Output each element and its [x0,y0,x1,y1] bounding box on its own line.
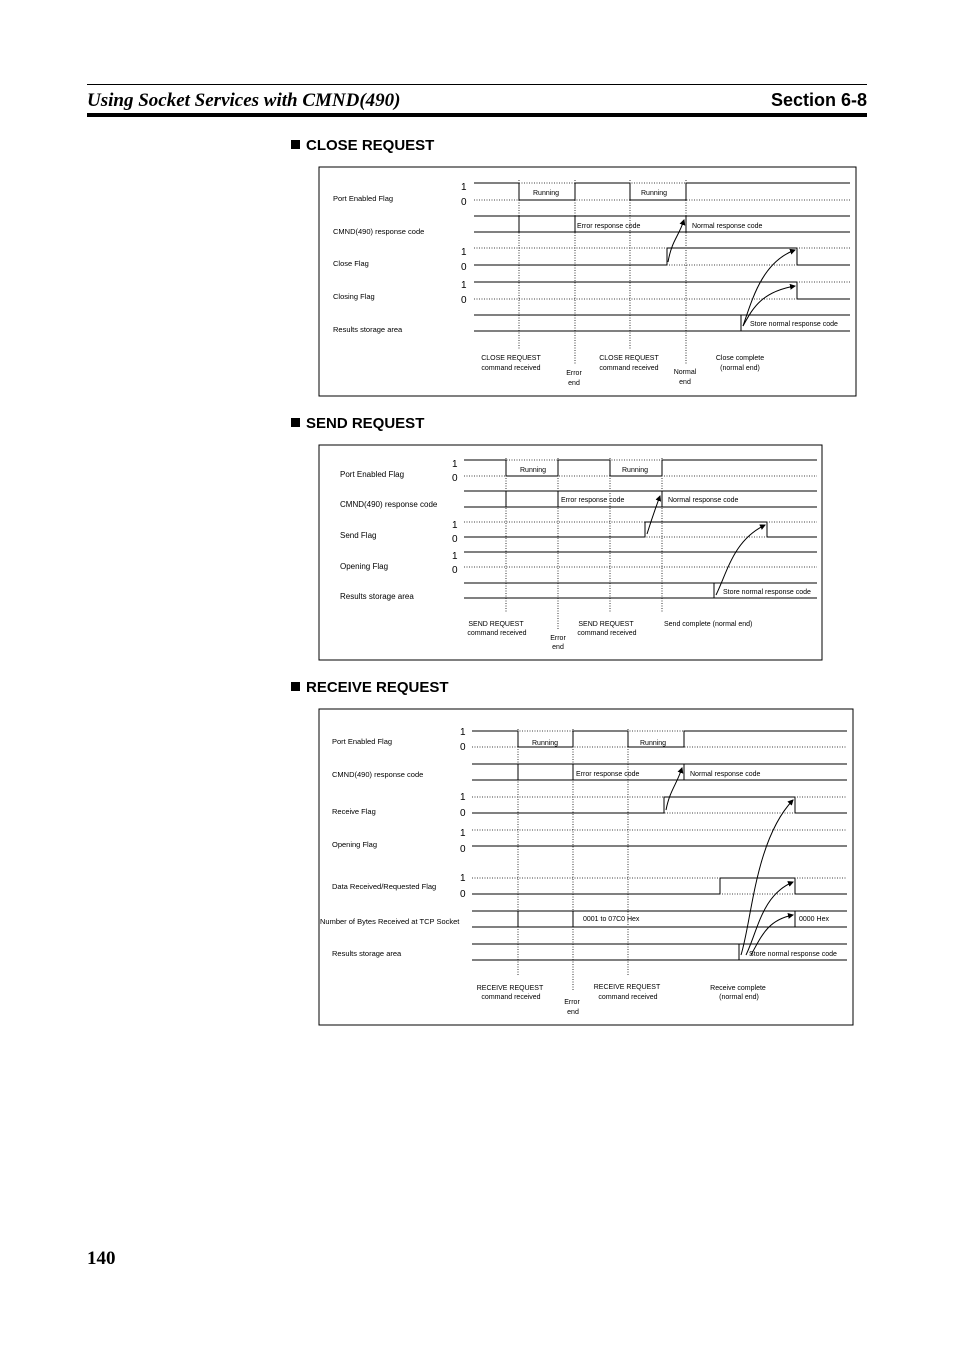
send-label-results-area: Results storage area [340,592,414,601]
svg-text:1: 1 [460,873,466,884]
svg-text:RECEIVE REQUEST: RECEIVE REQUEST [593,984,661,991]
receive-label-receive-flag: Receive Flag [332,807,376,816]
svg-text:1: 1 [460,828,466,839]
receive-request-diagram [319,709,853,1025]
close-store-code: Store normal response code [750,321,838,328]
send-label-send-flag: Send Flag [340,531,377,540]
send-error-code: Error response code [561,497,625,504]
send-normal-code: Normal response code [668,497,739,504]
receive-label-results-area: Results storage area [332,949,402,958]
svg-text:command received: command received [599,365,659,372]
send-request-diagram [319,445,822,660]
svg-text:1: 1 [452,520,458,531]
svg-text:0: 0 [452,534,458,545]
page-header-section: Section 6-8 [770,90,867,110]
receive-running-1: Running [532,740,559,747]
close-label-close-flag: Close Flag [333,259,369,268]
svg-text:1: 1 [461,182,467,193]
close-label-port-enabled: Port Enabled Flag [333,194,394,203]
send-store-code: Store normal response code [723,589,811,596]
svg-text:0: 0 [460,742,466,753]
svg-text:Error: Error [564,999,580,1006]
receive-error-code: Error response code [576,771,640,778]
receive-label-response-code: CMND(490) response code [332,770,424,779]
svg-text:Error: Error [566,370,582,377]
svg-text:SEND REQUEST: SEND REQUEST [578,621,634,628]
svg-text:command received: command received [467,630,527,637]
send-complete-label: Send complete (normal end) [664,621,753,628]
svg-text:Normal: Normal [673,369,697,376]
svg-text:(normal end): (normal end) [719,994,759,1001]
receive-label-opening-flag: Opening Flag [332,840,378,849]
close-label-response-code: CMND(490) response code [333,227,425,236]
close-label-closing-flag: Closing Flag [333,292,375,301]
svg-text:Receive complete: Receive complete [710,985,766,992]
svg-text:CLOSE REQUEST: CLOSE REQUEST [599,355,659,362]
svg-text:1: 1 [452,551,458,562]
svg-text:0: 0 [461,197,467,208]
send-label-port-enabled: Port Enabled Flag [340,470,405,479]
svg-text:end: end [568,380,580,387]
receive-bytes-zero: 0000 Hex [799,916,829,923]
svg-text:0: 0 [452,565,458,576]
svg-text:command received: command received [577,630,637,637]
svg-text:Close complete: Close complete [715,355,765,362]
svg-text:end: end [679,379,691,386]
svg-text:0: 0 [460,889,466,900]
receive-running-2: Running [640,740,667,747]
svg-text:end: end [567,1009,579,1016]
svg-text:command received: command received [481,365,541,372]
svg-text:SEND REQUEST: SEND REQUEST [468,621,524,628]
svg-text:RECEIVE REQUEST: RECEIVE REQUEST [476,985,544,992]
send-label-response-code: CMND(490) response code [340,500,438,509]
send-running-1: Running [520,467,547,474]
svg-text:CLOSE REQUEST: CLOSE REQUEST [481,355,541,362]
svg-text:Error: Error [550,635,566,642]
svg-text:1: 1 [452,459,458,470]
page-number: 140 [87,1248,116,1269]
send-request-heading: SEND REQUEST [291,415,424,432]
svg-text:0: 0 [461,295,467,306]
close-running-2: Running [641,190,668,197]
close-error-code: Error response code [577,223,641,230]
close-label-results-area: Results storage area [333,325,403,334]
receive-label-port-enabled: Port Enabled Flag [332,737,393,746]
receive-label-data-received-flag: Data Received/Requested Flag [332,882,437,891]
svg-text:1: 1 [461,280,467,291]
svg-text:0: 0 [452,473,458,484]
receive-normal-code: Normal response code [690,771,761,778]
close-running-1: Running [533,190,560,197]
receive-request-heading: RECEIVE REQUEST [291,679,449,696]
close-request-heading: CLOSE REQUEST [291,137,434,154]
svg-text:0: 0 [461,262,467,273]
svg-text:(normal end): (normal end) [720,365,760,372]
svg-text:0: 0 [460,808,466,819]
svg-text:1: 1 [460,727,466,738]
svg-text:0: 0 [460,844,466,855]
page-header-title: Using Socket Services with CMND(490) [87,90,401,111]
receive-label-bytes-received: Number of Bytes Received at TCP Socket [320,917,460,926]
send-running-2: Running [622,467,649,474]
svg-text:1: 1 [460,792,466,803]
receive-bytes-range: 0001 to 07C0 Hex [583,916,640,923]
svg-text:command received: command received [598,994,658,1001]
svg-text:command received: command received [481,994,541,1001]
close-normal-code: Normal response code [692,223,763,230]
close-request-diagram [319,167,856,396]
receive-store-code: Store normal response code [749,951,837,958]
send-label-opening-flag: Opening Flag [340,562,389,571]
svg-text:1: 1 [461,247,467,258]
svg-text:end: end [552,644,564,651]
